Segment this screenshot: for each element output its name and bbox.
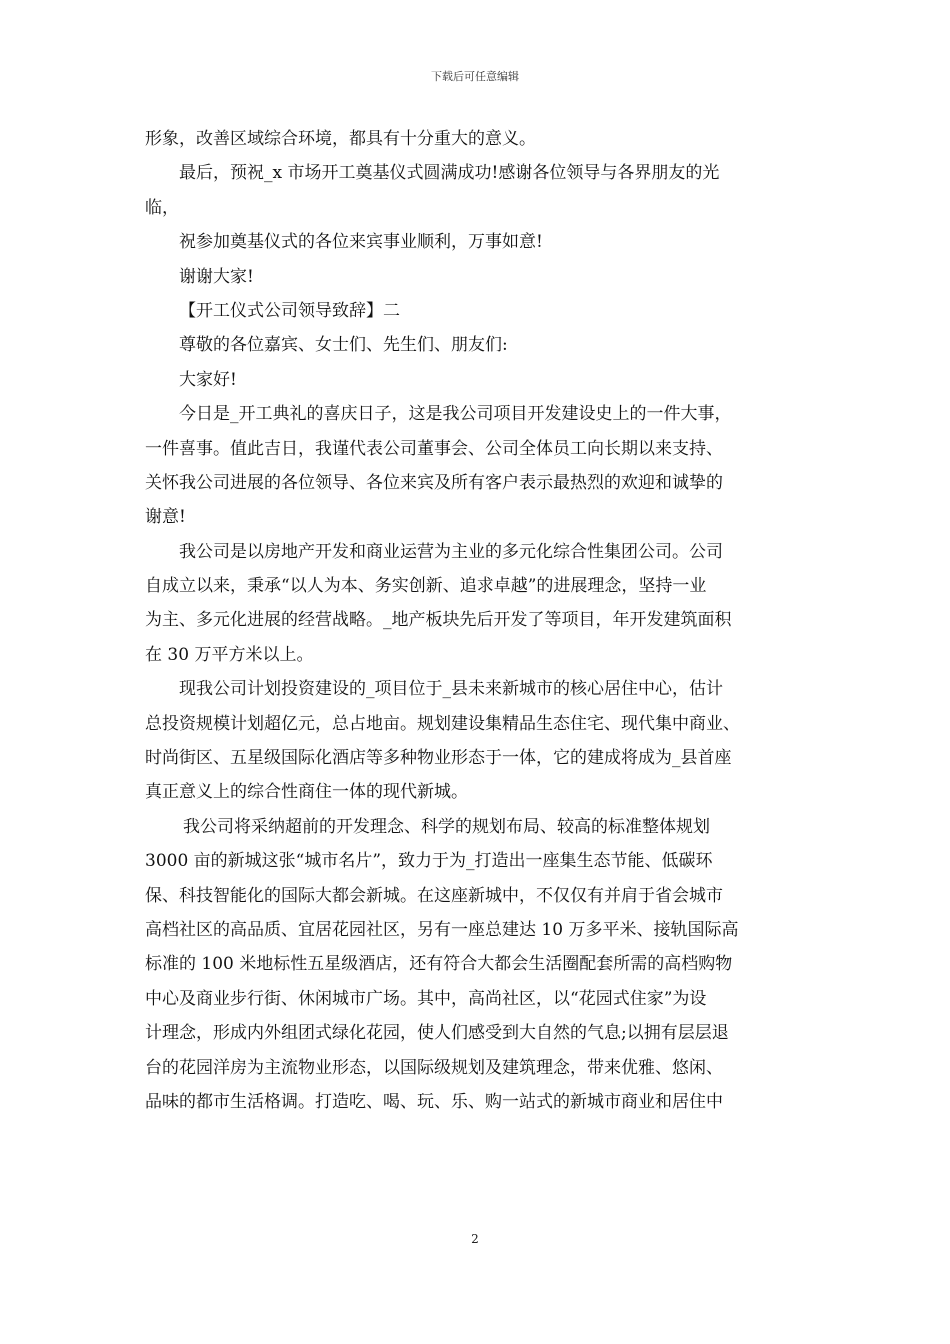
document-body (145, 122, 810, 1119)
text-line: 保、科技智能化的国际大都会新城。在这座新城中，不仅仅有并肩于省会城市 (145, 885, 723, 906)
text-line: 中心及商业步行街、休闲城市广场。其中，高尚社区，以“花园式住家”为设 (145, 988, 707, 1009)
text-line: 总投资规模计划超亿元，总占地亩。规划建设集精品生态住宅、现代集中商业、 (145, 713, 740, 734)
salutation: 尊敬的各位嘉宾、女士们、先生们、朋友们: (179, 335, 508, 356)
text-line: 最后，预祝_x 市场开工奠基仪式圆满成功!感谢各位领导与各界朋友的光 (179, 163, 720, 184)
text-line: 高档社区的高品质、宜居花园社区，另有一座总建达 10 万多平米、接轨国际高 (145, 919, 739, 940)
text-line: 祝参加奠基仪式的各位来宾事业顺利，万事如意! (179, 232, 543, 253)
text-line: 3000 亩的新城这张“城市名片”，致力于为_打造出一座集生态节能、低碳环 (145, 851, 713, 872)
text-line: 我公司是以房地产开发和商业运营为主业的多元化综合性集团公司。公司 (179, 541, 723, 562)
page-number: 2 (471, 1232, 479, 1246)
text-line: 关怀我公司进展的各位领导、各位来宾及所有客户表示最热烈的欢迎和诚挚的 (145, 472, 723, 493)
text-line: 自成立以来，秉承“以人为本、务实创新、追求卓越”的进展理念，坚持一业 (145, 576, 707, 597)
text-line: 谢意! (145, 507, 186, 528)
text-line: 在 30 万平方米以上。 (145, 644, 314, 665)
text-line: 真正意义上的综合性商住一体的现代新城。 (145, 782, 468, 803)
text-line: 一件喜事。值此吉日，我谨代表公司董事会、公司全体员工向长期以来支持、 (145, 438, 723, 459)
page-header: 下载后可任意编辑 (431, 70, 519, 83)
text-line: 临， (145, 197, 179, 218)
greeting: 大家好! (179, 369, 237, 390)
text-line: 品味的都市生活格调。打造吃、喝、玩、乐、购一站式的新城市商业和居住中 (145, 1091, 723, 1112)
text-line: 我公司将采纳超前的开发理念、科学的规划布局、较高的标准整体规划 (183, 816, 710, 837)
text-line: 现我公司计划投资建设的_项目位于_县未来新城市的核心居住中心，估计 (179, 679, 723, 700)
text-line: 计理念，形成内外组团式绿化花园，使人们感受到大自然的气息;以拥有层层退 (145, 1023, 729, 1044)
text-line: 谢谢大家! (179, 266, 254, 287)
text-line: 为主、多元化进展的经营战略。_地产板块先后开发了等项目，年开发建筑面积 (145, 610, 732, 631)
section-heading: 【开工仪式公司领导致辞】二 (179, 300, 400, 321)
text-line: 时尚街区、五星级国际化酒店等多种物业形态于一体，它的建成将成为_县首座 (145, 748, 732, 769)
text-line: 标准的 100 米地标性五星级酒店，还有符合大都会生活圈配套所需的高档购物 (145, 954, 733, 975)
text-line: 今日是_开工典礼的喜庆日子，这是我公司项目开发建设史上的一件大事， (179, 404, 732, 425)
text-line: 台的花园洋房为主流物业形态，以国际级规划及建筑理念，带来优雅、悠闲、 (145, 1057, 723, 1078)
text-line: 形象，改善区域综合环境，都具有十分重大的意义。 (145, 129, 536, 149)
